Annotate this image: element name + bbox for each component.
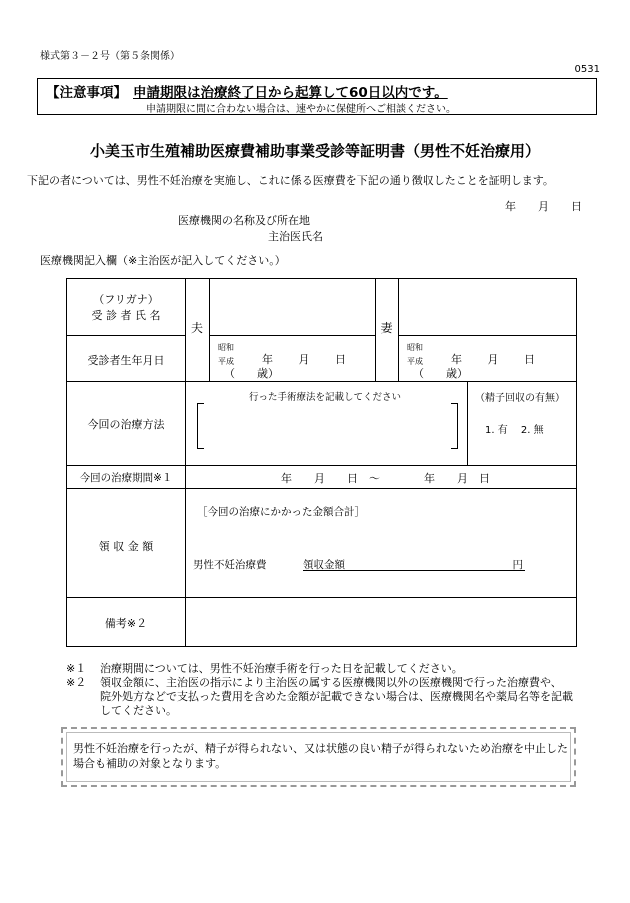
birthdate-ymd: 年 月 日 — [262, 353, 346, 366]
notice-box — [37, 78, 597, 115]
page-title: 小美玉市生殖補助医療費補助事業受診等証明書（男性不妊治療用） — [89, 142, 540, 160]
husband-label: 夫 — [190, 321, 203, 335]
treatment-method-field[interactable] — [207, 403, 447, 447]
amount-field[interactable] — [303, 557, 525, 571]
form-number: 様式第３－２号（第５条関係） — [40, 51, 180, 62]
wife-name-field[interactable] — [399, 280, 577, 335]
lead-text: 下記の者については、男性不妊治療を実施し、これに係る医療費を下記の通り徴収したことを証明します。 — [27, 174, 554, 187]
yen-unit: 円 — [512, 559, 523, 571]
bracket-left — [197, 403, 204, 449]
furigana-label: （フリガナ） — [93, 293, 159, 306]
amount-label: 領 収 金 額 — [98, 540, 154, 553]
remarks-label: 備考※２ — [104, 617, 148, 630]
era-showa: 昭和 — [218, 343, 234, 352]
era-heisei: 平成 — [407, 357, 423, 366]
sperm-retrieval-label: （精子回収の有無） — [475, 393, 565, 404]
footnote-2-mark: ※２ — [66, 676, 87, 689]
husband-birthdate-field[interactable] — [210, 336, 375, 381]
institution-label: 医療機関の名称及び所在地 — [178, 214, 310, 227]
amount-kind: 男性不妊治療費 — [193, 559, 267, 571]
eligibility-note-box — [61, 727, 576, 787]
footnote-1: 治療期間については、男性不妊治療手術を行った日を記載してください。 — [100, 662, 463, 675]
era-heisei: 平成 — [218, 357, 234, 366]
amount-heading: ［今回の治療にかかった金額合計］ — [197, 506, 365, 518]
section-label: 医療機関記入欄（※主治医が記入してください。） — [40, 254, 286, 267]
era-showa: 昭和 — [407, 343, 423, 352]
wife-label: 妻 — [380, 321, 393, 335]
patient-name-label: 受 診 者 氏 名 — [91, 309, 161, 322]
certificate-date[interactable]: 年 月 日 — [505, 200, 582, 213]
footnote-2c: してください。 — [100, 704, 177, 717]
treatment-hint: 行った手術療法を記載してください — [249, 392, 402, 403]
wife-birthdate-field[interactable] — [399, 336, 577, 381]
period-label: 今回の治療期間※１ — [79, 472, 173, 484]
notice-main — [46, 81, 448, 101]
eligibility-note: 男性不妊治療を行ったが、精子が得られない、又は状態の良い精子が得られないため治療を中止した場合も補助の対象となります。 — [73, 742, 568, 770]
notice-tag: 【注意事項】 — [46, 85, 127, 101]
age-field: （ 歳） — [413, 367, 468, 380]
footnote-2a: 領収金額に、主治医の指示により主治医の属する医療機関以外の医療機関で行った治療費や、 — [100, 676, 562, 689]
bracket-right — [451, 403, 458, 449]
certificate-table — [66, 278, 577, 647]
period-field[interactable]: 年 月 日 ～ 年 月 日 — [281, 472, 490, 485]
husband-name-field[interactable] — [210, 280, 375, 335]
footnote-1-mark: ※１ — [66, 662, 87, 675]
notice-sub: 申請期限に間に合わない場合は、速やかに保健所へご相談ください。 — [146, 104, 456, 115]
footnote-2b: 院外処方などで支払った費用を含めた金額が記載できない場合は、医療機関名や薬局名等を記載 — [100, 690, 573, 703]
notice-deadline: 申請期限は治療終了日から起算して60日以内です。 — [133, 85, 448, 101]
remarks-field[interactable] — [186, 598, 577, 647]
doctor-label: 主治医氏名 — [268, 230, 323, 243]
birthdate-label: 受診者生年月日 — [87, 354, 165, 367]
form-code: 0531 — [574, 64, 600, 75]
amount-received-label: 領収金額 — [303, 559, 345, 571]
age-field: （ 歳） — [224, 367, 279, 380]
sperm-retrieval-options[interactable]: 1. 有 2. 無 — [485, 425, 544, 436]
birthdate-ymd: 年 月 日 — [451, 353, 535, 366]
treatment-label: 今回の治療方法 — [87, 418, 165, 431]
